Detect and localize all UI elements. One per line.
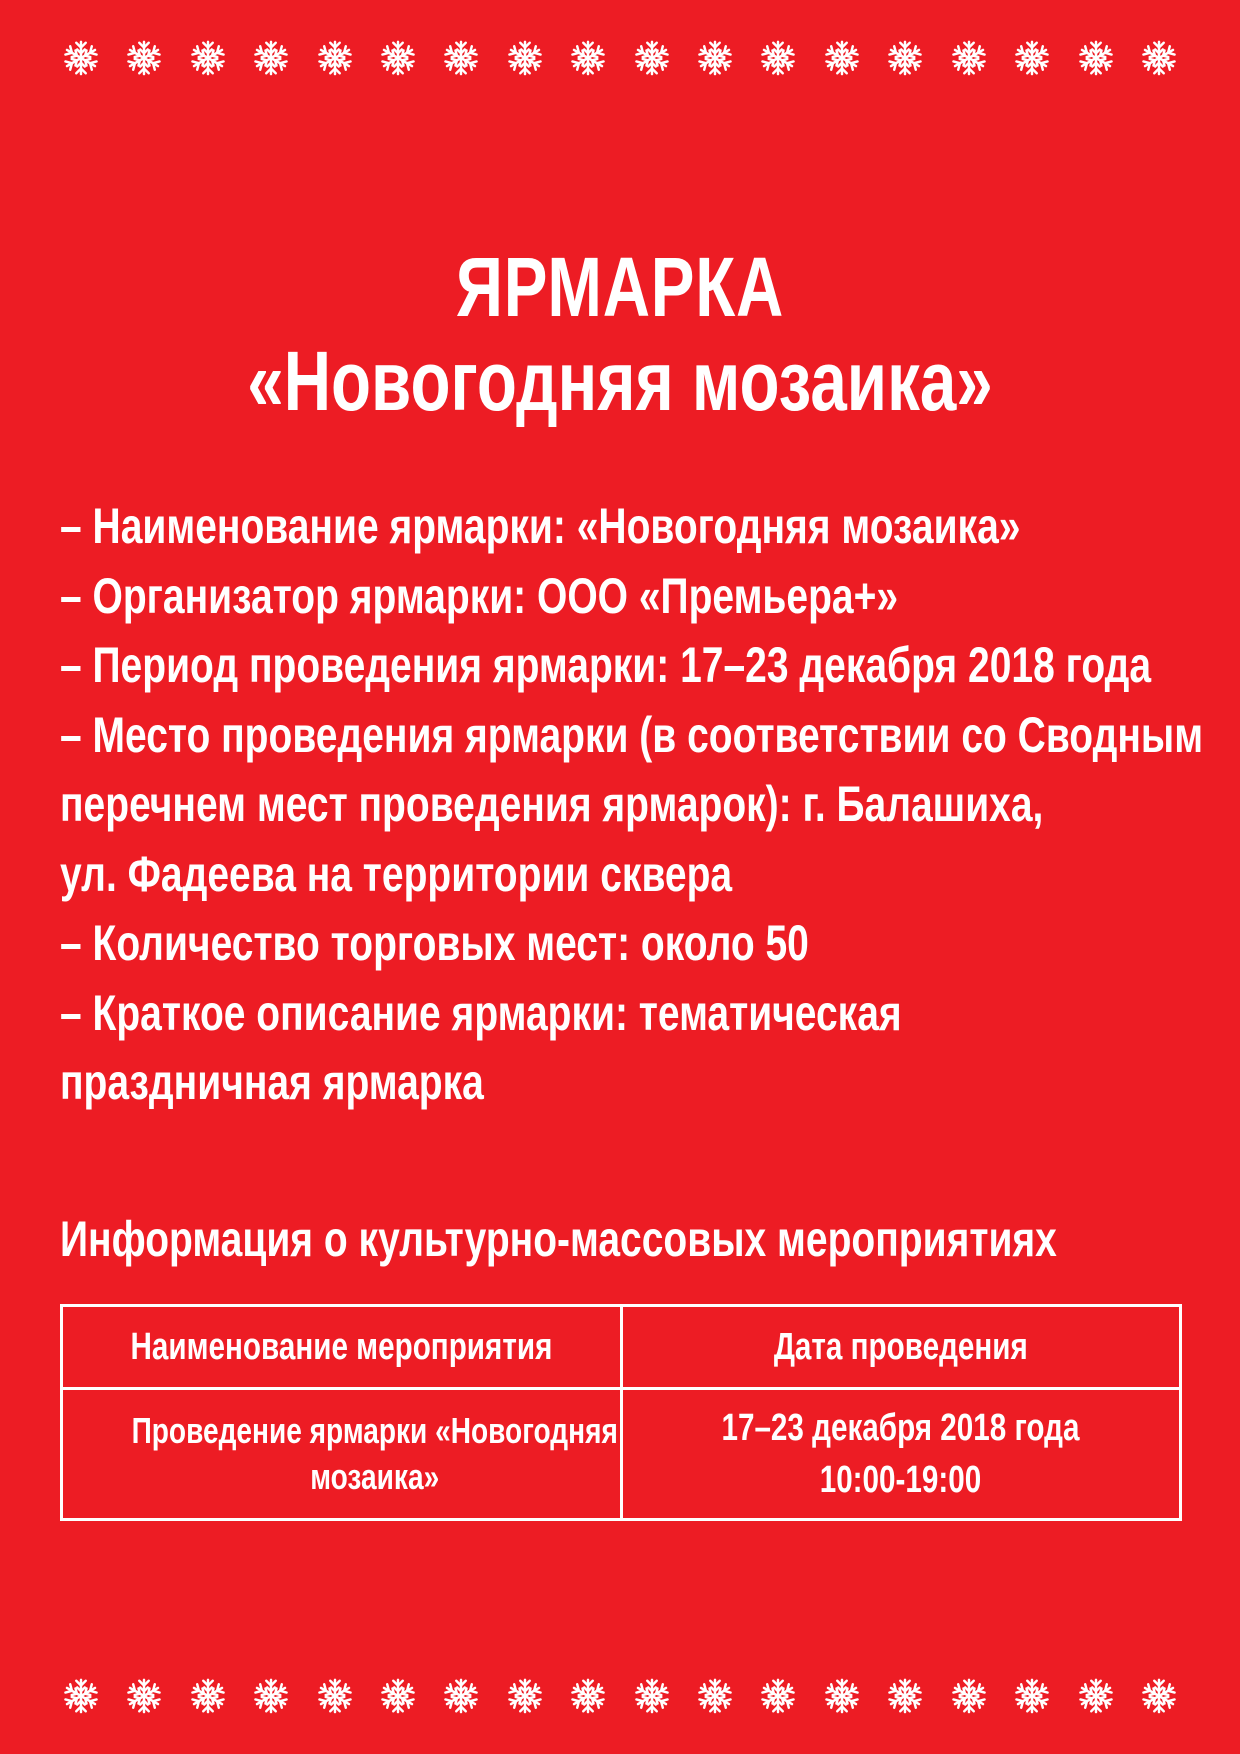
snowflake-icon: [1077, 39, 1115, 77]
snowflake-icon: [442, 39, 480, 77]
column-header-event-name: Наименование мероприятия: [62, 1306, 622, 1389]
snowflake-icon: [442, 1677, 480, 1715]
info-line: – Краткое описание ярмарки: тематическая: [60, 984, 902, 1041]
snowflake-icon: [189, 1677, 227, 1715]
snowflake-icon: [633, 39, 671, 77]
info-line: перечнем мест проведения ярмарок): г. Балашиха,: [60, 776, 1044, 832]
snowflake-icon: [633, 1677, 671, 1715]
snowflake-icon: [823, 1677, 861, 1715]
info-line: – Организатор ярмарки: ООО «Премьера+»: [60, 567, 899, 624]
snowflake-icon: [759, 39, 797, 77]
snowflake-icon: [569, 39, 607, 77]
snowflake-icon: [1013, 39, 1051, 77]
events-section-heading: Информация о культурно-массовых мероприятиях: [60, 1211, 1057, 1267]
event-name-line-2: мозаика»: [310, 1456, 440, 1497]
snowflake-icon: [823, 39, 861, 77]
snowflake-icon: [125, 39, 163, 77]
event-time-line: 10:00-19:00: [819, 1459, 982, 1501]
snowflake-icon: [189, 39, 227, 77]
snowflake-icon: [506, 1677, 544, 1715]
column-header-event-date: Дата проведения: [621, 1306, 1181, 1389]
page-title: [0, 240, 1240, 428]
table-header-row: [62, 1306, 1181, 1389]
fair-info-list: [60, 492, 1204, 1118]
snowflake-icon: [569, 1677, 607, 1715]
snowflake-icon: [696, 39, 734, 77]
info-line: – Место проведения ярмарки (в соответствии со Сводным: [60, 706, 1204, 763]
snowflake-row-bottom: [62, 1676, 1178, 1716]
title-line-1: ЯРМАРКА: [455, 240, 785, 334]
table-row: [62, 1389, 1181, 1520]
snowflake-icon: [696, 1677, 734, 1715]
event-name-line-1: Проведение ярмарки «Новогодняя: [131, 1410, 618, 1451]
snowflake-icon: [125, 1677, 163, 1715]
snowflake-icon: [252, 39, 290, 77]
snowflake-icon: [886, 1677, 924, 1715]
event-name-cell: [62, 1389, 622, 1520]
snowflake-icon: [316, 39, 354, 77]
snowflake-icon: [379, 1677, 417, 1715]
snowflake-icon: [950, 39, 988, 77]
snowflake-icon: [950, 1677, 988, 1715]
info-line: праздничная ярмарка: [60, 1054, 484, 1110]
snowflake-icon: [506, 39, 544, 77]
snowflake-icon: [379, 39, 417, 77]
info-line: – Период проведения ярмарки: 17–23 декабря 2018 года: [60, 637, 1152, 693]
snowflake-row-top: [62, 38, 1178, 78]
snowflake-icon: [759, 1677, 797, 1715]
snowflake-icon: [1140, 1677, 1178, 1715]
snowflake-icon: [1013, 1677, 1051, 1715]
snowflake-icon: [1077, 1677, 1115, 1715]
snowflake-icon: [62, 1677, 100, 1715]
info-line: – Наименование ярмарки: «Новогодняя мозаика»: [60, 498, 1021, 554]
snowflake-icon: [886, 39, 924, 77]
events-table: [60, 1304, 1182, 1521]
info-line: – Количество торговых мест: около 50: [60, 915, 809, 971]
title-line-2: «Новогодняя мозаика»: [247, 334, 993, 429]
snowflake-icon: [252, 1677, 290, 1715]
snowflake-icon: [316, 1677, 354, 1715]
event-date-line-1: 17–23 декабря 2018 года: [721, 1407, 1080, 1449]
snowflake-icon: [1140, 39, 1178, 77]
event-date-cell: [621, 1389, 1181, 1520]
snowflake-icon: [62, 39, 100, 77]
info-line: ул. Фадеева на территории сквера: [60, 845, 733, 902]
